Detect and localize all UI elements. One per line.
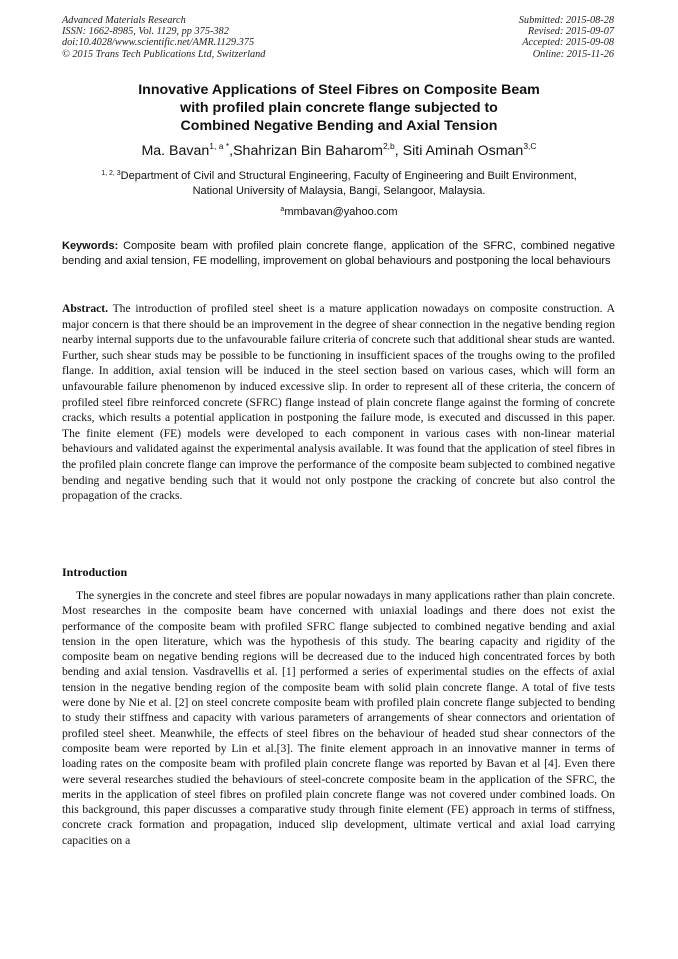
submission-dates — [519, 15, 614, 60]
affiliation-line: National University of Malaysia, Bangi, Selangoor, Malaysia. — [192, 185, 486, 197]
affiliation-marker: 1, 2, 3 — [101, 170, 121, 177]
issn-line: ISSN: 1662-8985, Vol. 1129, pp 375-382 — [62, 26, 229, 38]
accepted-date: Accepted: 2015-09-08 — [522, 37, 614, 49]
email-address: mmbavan@yahoo.com — [284, 206, 398, 218]
journal-name: Advanced Materials Research — [62, 15, 186, 26]
abstract-text: The introduction of profiled steel sheet is a mature application nowadays on composite construction. A major concern is that there should be an improvement in the degree of shear connection in the negative bending region nearby internal supports due to the unfavourable failure criteria of concrete such that additional shear studs are wanted. Further, such shear studs may be possible to be functioning in insufficient spaces of the troughs owing to the profiled flange. In addition, axial tension will be induced in the steel section based on various cases, which will form an unfavourable failure phenomenon by induced excessive slip. In order to represent all of these criteria, the concern of profiled steel fibre reinforced concrete (SFRC) flange instead of plain concrete flange against the forming of concrete cracks, which results a potential application in postponing the failure mode, is executed and discussed in this paper. The finite element (FE) models were developed to each component in various cases with non-linear material behaviours and validated against the experimental analysis available. It was found that the application of steel fibres in the profiled plain concrete flange can improve the performance of the composite beam subjected to combined negative bending and negative bending such that it would not only postpone the cracking of concrete but also control the propagation of the cracks. — [62, 302, 615, 503]
author-name: Ma. Bavan — [141, 143, 210, 159]
paper-title — [60, 81, 618, 135]
introduction-paragraph: The synergies in the concrete and steel fibres are popular nowadays in many applications rather than plain concrete. Most researches in the composite beam have concerned with uniaxial loadings and there does not exist the performance of the composite beam with profiled SFRC flange subjected to combined negative bending and axial tension in the open literature, which was the hypothesis of this study. The bearing capacity and rigidity of the composite beam on negative bending regions will be decreased due to the induced high concentrated forces by both bending and axial tension. Vasdravellis et al. [1] performed a series of experimental studies on the effects of axial tension in the negative bending region of the composite beam with solid plain concrete flange. A total of five tests were done by Nie et al. [2] on steel concrete composite beam with profiled plain concrete flange subjected to bending to study their stiffness and capacity with various parameters of arrangements of shear connectors and orientation of profiled steel sheet. Meanwhile, the effects of steel fibres on the behaviour of headed stud shear connectors of the composite beam were reported by Lin et al.[3]. The finite element approach in an innovative manner in terms of loading rates on the composite beam with profiled plain concrete flange was reported by Bavan et al [4]. Even there were several researches studied the behaviours of steel-concrete composite beam in the application of the SFRC, the merits in the application of steel fibres on profiled plain concrete flange was not covered under combined loads. On this background, this paper discusses a comparative study through finite element (FE) approach in terms of stiffness, concrete crack formation and propagation, induced slip development, ultimate vertical and axial load carrying capacities on a — [62, 589, 615, 847]
submitted-date: Submitted: 2015-08-28 — [518, 15, 614, 26]
author-name: Shahrizan Bin Baharom — [233, 143, 383, 159]
title-line: Combined Negative Bending and Axial Tension — [180, 118, 498, 134]
abstract-section — [62, 301, 615, 504]
title-line: Innovative Applications of Steel Fibres on Composite Beam — [138, 82, 540, 98]
online-date: Online: 2015-11-26 — [532, 48, 614, 60]
affiliation-line: Department of Civil and Structural Engineering, Faculty of Engineering and Built Environment, — [120, 170, 577, 182]
journal-info — [62, 15, 265, 60]
author-affiliation-marker: 3,C — [523, 141, 537, 151]
author-email — [60, 205, 618, 220]
revised-date: Revised: 2015-09-07 — [527, 26, 614, 38]
author-name: Siti Aminah Osman — [402, 143, 524, 159]
title-line: with profiled plain concrete flange subjected to — [180, 100, 498, 116]
author-list: Ma. Bavan$^{1, a *}$,Shahrizan Bin Baharom$^{2,b}$, Siti Aminah Osman$^{3,C}$ — [141, 141, 537, 159]
copyright-line: © 2015 Trans Tech Publications Ltd, Switzerland — [62, 48, 266, 60]
introduction-heading: Introduction — [62, 565, 128, 579]
author-affiliation-marker: 1, a * — [209, 141, 230, 151]
email-marker: a — [280, 206, 285, 213]
abstract-label: Abstract. — [62, 302, 109, 315]
doi-line: doi:10.4028/www.scientific.net/AMR.1129.375 — [62, 37, 255, 49]
author-affiliation-marker: 2,b — [382, 141, 395, 151]
keywords-label: Keywords: — [62, 240, 119, 252]
affiliation — [60, 169, 618, 199]
keywords-section — [62, 239, 615, 269]
keywords-text: Composite beam with profiled plain concrete flange, application of the SFRC, combined negative bending and axial tension, FE modelling, improvement on global behaviours and postponing the local behaviours — [62, 240, 615, 267]
